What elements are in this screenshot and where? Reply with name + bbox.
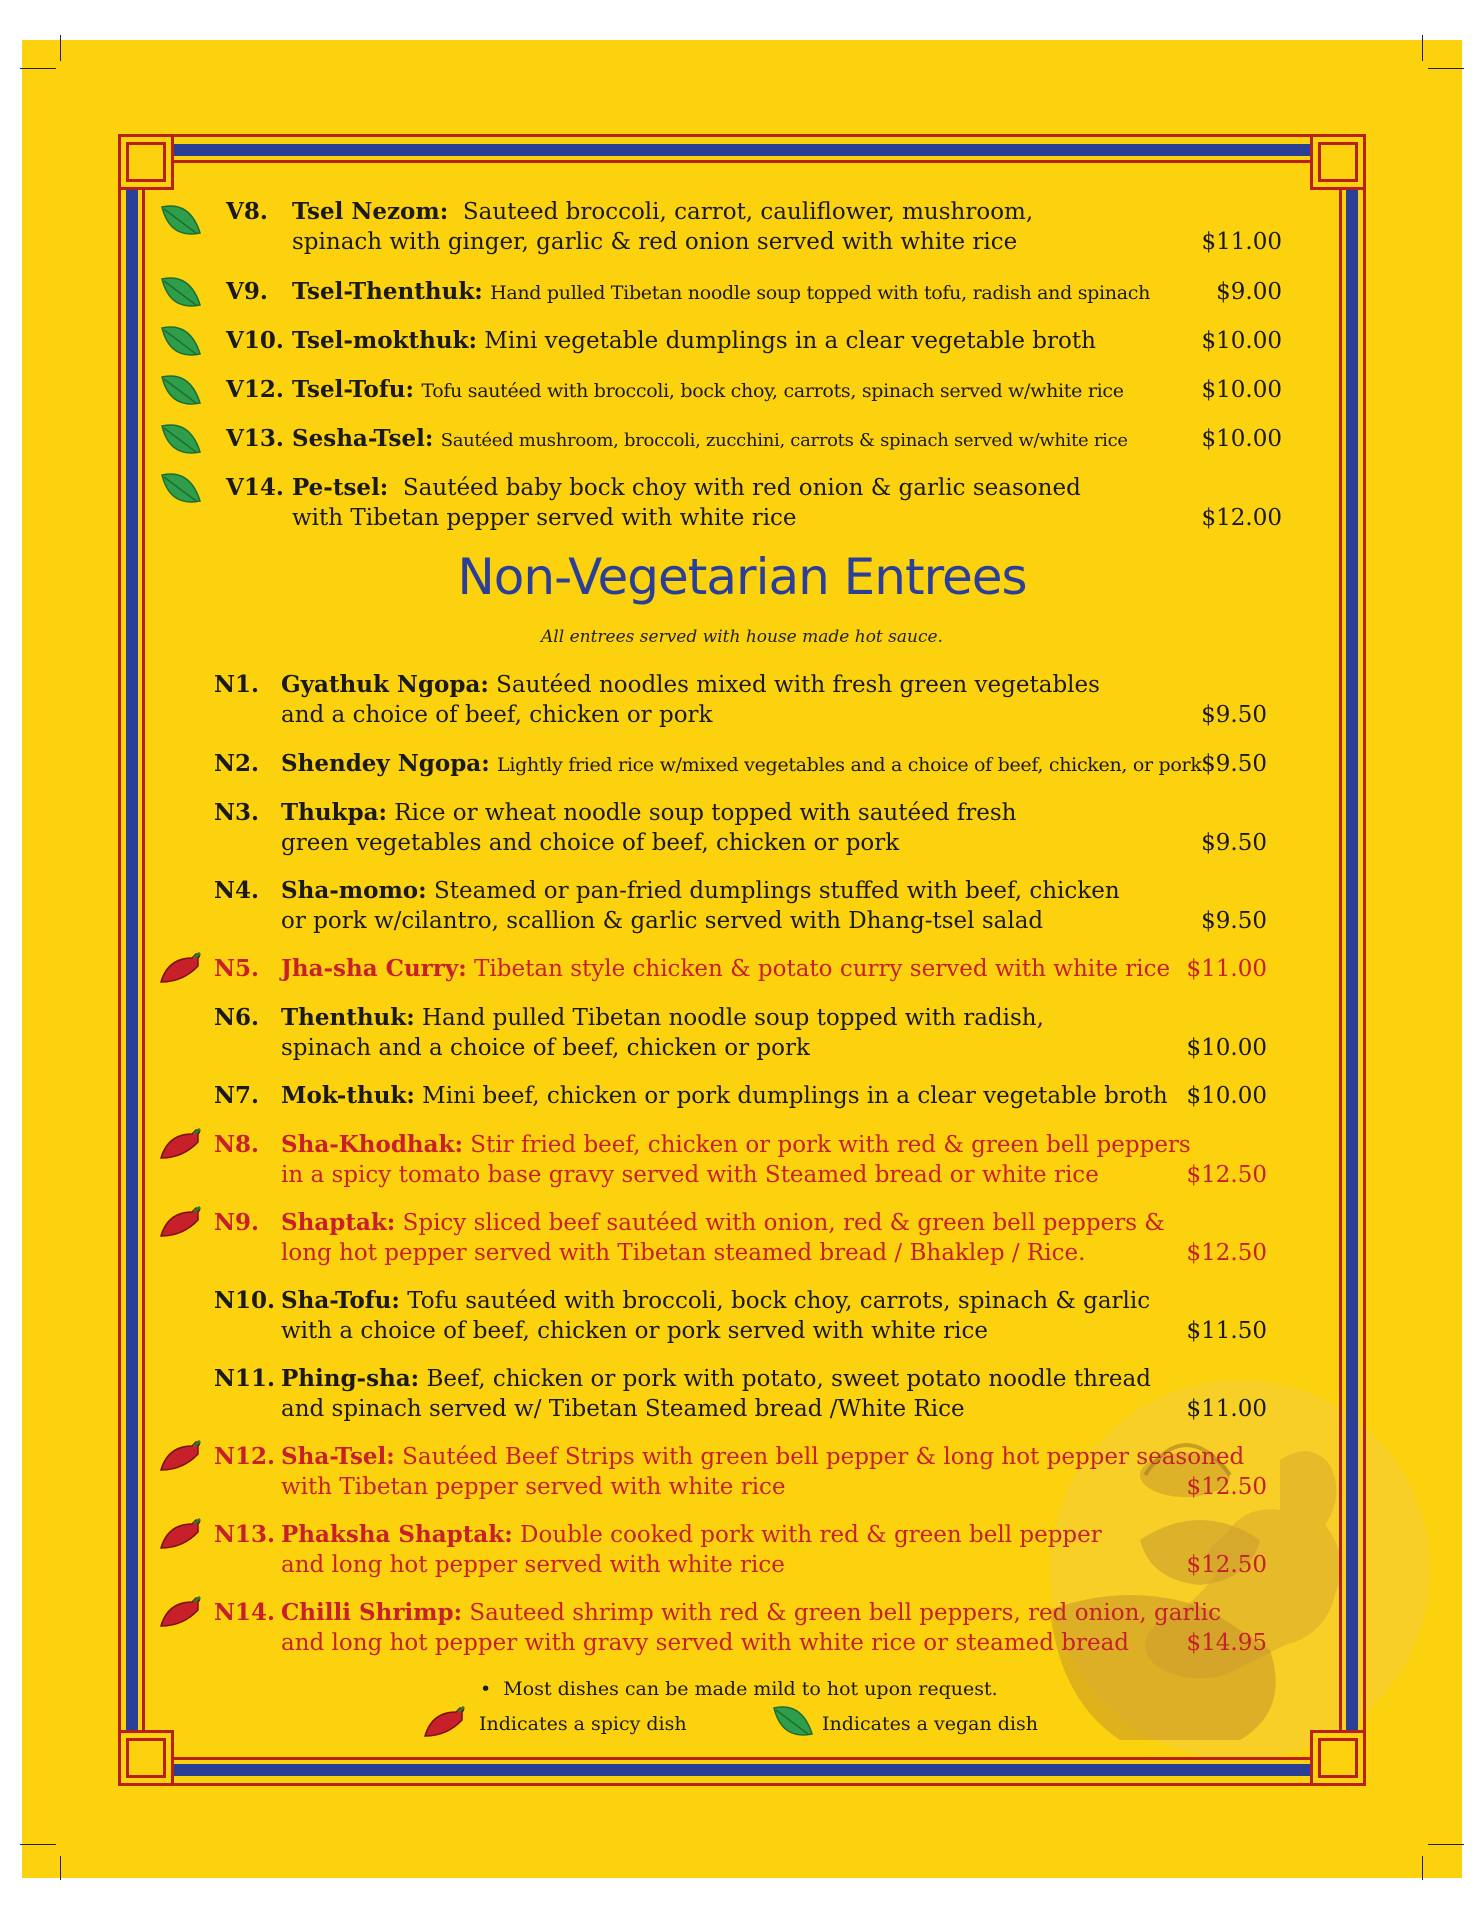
item-code: N5. <box>214 955 260 982</box>
vegan-leaf-icon <box>160 324 202 360</box>
item-code: N1. <box>214 671 260 698</box>
spicy-pepper-icon <box>158 1128 204 1162</box>
crop-mark <box>20 1844 56 1845</box>
item-price: $11.00 <box>1186 1396 1267 1422</box>
item-code: N12. <box>214 1443 276 1470</box>
vegan-leaf-icon <box>160 203 202 239</box>
item-description: Rice or wheat noodle soup topped with sautéed fresh <box>394 800 1017 826</box>
item-name: Shaptak: <box>281 1209 396 1236</box>
item-price: $10.00 <box>1186 1035 1267 1061</box>
footer-note-text: Most dishes can be made mild to hot upon request. <box>503 1678 998 1700</box>
vegan-leaf-icon <box>160 471 202 507</box>
item-description: Sautéed noodles mixed with fresh green vegetables <box>496 672 1100 698</box>
item-name: Jha-sha Curry: <box>281 955 467 982</box>
item-description: Tofu sautéed with broccoli, bock choy, carrots, spinach served w/white rice <box>421 380 1124 402</box>
item-description-line2: green vegetables and choice of beef, chicken or pork <box>281 830 900 856</box>
item-code: V10. <box>226 327 284 354</box>
item-price: $10.00 <box>1201 426 1282 452</box>
crop-mark <box>1422 35 1423 61</box>
item-name: Tsel Nezom: <box>292 198 449 225</box>
footer-note: • Most dishes can be made mild to hot upon request. <box>480 1678 998 1700</box>
item-name: Tsel-Tofu: <box>292 376 414 403</box>
item-description: Sautéed Beef Strips with green bell pepper & long hot pepper seasoned <box>402 1444 1245 1470</box>
vegan-leaf-icon <box>160 422 202 458</box>
corner-ornament <box>1318 142 1358 182</box>
item-name: Phing-sha: <box>281 1365 420 1392</box>
vegan-leaf-icon <box>160 373 202 409</box>
item-code: N14. <box>214 1599 276 1626</box>
item-description: Sautéed baby bock choy with red onion & garlic seasoned <box>402 475 1081 501</box>
item-name: Chilli Shrimp: <box>281 1599 463 1626</box>
item-description: Double cooked pork with red & green bell pepper <box>520 1522 1102 1548</box>
item-price: $12.50 <box>1186 1474 1267 1500</box>
item-description: Sauteed broccoli, carrot, cauliflower, mushroom, <box>462 199 1034 225</box>
item-description-line2: and long hot pepper with gravy served with white rice or steamed bread <box>281 1630 1130 1656</box>
item-description-line2: with a choice of beef, chicken or pork served with white rice <box>281 1318 988 1344</box>
item-description-line2: with Tibetan pepper served with white rice <box>281 1474 786 1500</box>
item-code: N2. <box>214 750 260 777</box>
item-name: Gyathuk Ngopa: <box>281 671 489 698</box>
spicy-pepper-icon <box>422 1706 468 1740</box>
item-description: Tibetan style chicken & potato curry served with white rice <box>474 956 1171 982</box>
crop-mark <box>20 68 56 69</box>
item-price: $10.00 <box>1186 1083 1267 1109</box>
item-name: Sesha-Tsel: <box>292 425 434 452</box>
item-code: N8. <box>214 1131 260 1158</box>
item-price: $11.50 <box>1186 1318 1267 1344</box>
item-name: Tsel-Thenthuk: <box>292 278 483 305</box>
spicy-pepper-icon <box>158 1518 204 1552</box>
item-price: $9.50 <box>1201 702 1267 728</box>
item-name: Sha-momo: <box>281 877 427 904</box>
item-price: $9.00 <box>1216 279 1282 305</box>
item-description: Stir fried beef, chicken or pork with red & green bell peppers <box>470 1132 1191 1158</box>
item-price: $11.00 <box>1186 956 1267 982</box>
item-code: N13. <box>214 1521 276 1548</box>
vegan-leaf-icon <box>772 1704 814 1740</box>
item-price: $12.50 <box>1186 1162 1267 1188</box>
item-name: Phaksha Shaptak: <box>281 1521 513 1548</box>
item-price: $9.50 <box>1201 908 1267 934</box>
item-description-line2: and a choice of beef, chicken or pork <box>281 702 713 728</box>
item-description: Sauteed shrimp with red & green bell peppers, red onion, garlic <box>469 1600 1222 1626</box>
item-description: Lightly fried rice w/mixed vegetables and a choice of beef, chicken, or pork <box>497 754 1202 776</box>
item-code: N10. <box>214 1287 276 1314</box>
item-price: $10.00 <box>1201 328 1282 354</box>
vegan-legend-text: Indicates a vegan dish <box>822 1713 1038 1735</box>
item-code: V8. <box>226 198 268 225</box>
item-description: Sautéed mushroom, broccoli, zucchini, carrots & spinach served w/white rice <box>440 430 1128 451</box>
item-description: Spicy sliced beef sautéed with onion, red & green bell peppers & <box>402 1210 1165 1236</box>
item-description-line2: with Tibetan pepper served with white rice <box>292 505 797 531</box>
corner-ornament <box>1318 1738 1358 1778</box>
spicy-legend-text: Indicates a spicy dish <box>479 1713 687 1735</box>
section-title: Non-Vegetarian Entrees <box>457 548 1027 606</box>
item-description: Hand pulled Tibetan noodle soup topped with tofu, radish and spinach <box>490 282 1151 304</box>
crop-mark <box>1428 68 1464 69</box>
item-name: Sha-Tofu: <box>281 1287 400 1314</box>
item-description: Beef, chicken or pork with potato, sweet potato noodle thread <box>426 1366 1151 1392</box>
item-name: Pe-tsel: <box>292 474 389 501</box>
item-code: N4. <box>214 877 260 904</box>
item-price: $11.00 <box>1201 229 1282 255</box>
item-description: Tofu sautéed with broccoli, bock choy, carrots, spinach & garlic <box>407 1288 1151 1314</box>
item-code: N6. <box>214 1004 260 1031</box>
spicy-pepper-icon <box>158 1596 204 1630</box>
item-description-line2: spinach and a choice of beef, chicken or pork <box>281 1035 810 1061</box>
item-price: $12.50 <box>1186 1240 1267 1266</box>
item-description: Hand pulled Tibetan noodle soup topped with radish, <box>422 1005 1044 1031</box>
item-name: Tsel-mokthuk: <box>292 327 477 354</box>
crop-mark <box>1422 1856 1423 1880</box>
corner-ornament <box>126 142 166 182</box>
item-name: Sha-Khodhak: <box>281 1131 463 1158</box>
item-price: $14.95 <box>1186 1630 1267 1656</box>
item-description-line2: or pork w/cilantro, scallion & garlic served with Dhang-tsel salad <box>281 908 1044 934</box>
spicy-pepper-icon <box>158 952 204 986</box>
item-code: V12. <box>226 376 284 403</box>
item-price: $12.00 <box>1201 505 1282 531</box>
crop-mark <box>60 35 61 61</box>
item-price: $10.00 <box>1201 377 1282 403</box>
item-code: N7. <box>214 1082 260 1109</box>
item-description-line2: and spinach served w/ Tibetan Steamed bread /White Rice <box>281 1396 965 1422</box>
corner-ornament <box>126 1738 166 1778</box>
item-code: V14. <box>226 474 284 501</box>
item-code: N3. <box>214 799 260 826</box>
item-description-line2: in a spicy tomato base gravy served with Steamed bread or white rice <box>281 1162 1099 1188</box>
item-name: Thenthuk: <box>281 1004 415 1031</box>
item-price: $12.50 <box>1186 1552 1267 1578</box>
crop-mark <box>1428 1844 1464 1845</box>
item-description-line2: long hot pepper served with Tibetan steamed bread / Bhaklep / Rice. <box>281 1240 1086 1266</box>
crop-mark <box>60 1856 61 1880</box>
item-description-line2: and long hot pepper served with white rice <box>281 1552 785 1578</box>
section-subtitle: All entrees served with house made hot sauce. <box>541 627 943 647</box>
item-description: Mini beef, chicken or pork dumplings in a clear vegetable broth <box>422 1083 1168 1109</box>
item-description: Mini vegetable dumplings in a clear vegetable broth <box>484 328 1096 354</box>
item-price: $9.50 <box>1201 751 1267 777</box>
spicy-pepper-icon <box>158 1206 204 1240</box>
item-name: Mok-thuk: <box>281 1082 415 1109</box>
item-code: N9. <box>214 1209 260 1236</box>
item-code: V13. <box>226 425 284 452</box>
item-description-line2: spinach with ginger, garlic & red onion served with white rice <box>292 229 1018 255</box>
spicy-pepper-icon <box>158 1440 204 1474</box>
item-code: V9. <box>226 278 268 305</box>
item-name: Thukpa: <box>281 799 387 826</box>
item-name: Shendey Ngopa: <box>281 750 490 777</box>
item-description: Steamed or pan-fried dumplings stuffed with beef, chicken <box>433 878 1120 904</box>
item-price: $9.50 <box>1201 830 1267 856</box>
item-code: N11. <box>214 1365 276 1392</box>
item-name: Sha-Tsel: <box>281 1443 395 1470</box>
vegan-leaf-icon <box>160 275 202 311</box>
